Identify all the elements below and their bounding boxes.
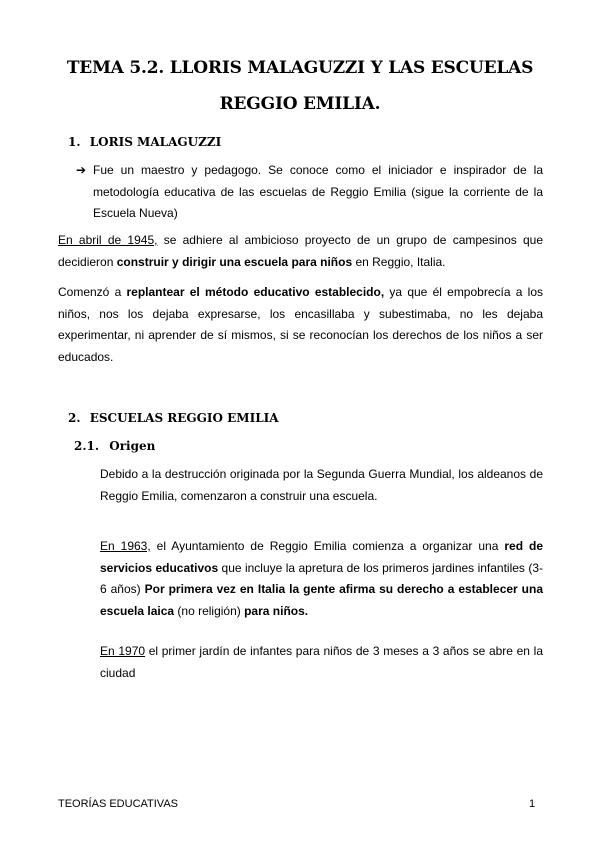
section-2-heading	[68, 411, 279, 425]
text-span: Comenzó a	[58, 285, 127, 299]
footer-label: TEORÍAS EDUCATIVAS	[58, 798, 179, 810]
date-1963: En 1963,	[100, 539, 151, 553]
text-span: que incluye la apretura de los primeros jardines infantiles (3-6 años)	[100, 560, 544, 596]
section-1-title: LORIS MALAGUZZI	[89, 135, 222, 149]
page-number: 1	[529, 798, 536, 810]
bullet-paragraph: Fue un maestro y pedagogo. Se conoce como el iniciador e inspirador de la metodología educativa de las escuelas de Reggio Emilia (sigue la corriente de la Escuela Nueva)	[93, 163, 543, 220]
subsection-2-1-heading	[74, 439, 155, 453]
paragraph-1945	[58, 230, 543, 273]
bold-span: para niños.	[244, 603, 309, 618]
text-span: (no religión)	[174, 603, 245, 618]
paragraph-1970	[100, 641, 543, 684]
section-2-number: 2.	[68, 411, 81, 425]
bold-span: replantear el método educativo establecido,	[126, 285, 385, 299]
date-1945: En abril de 1945,	[58, 233, 158, 247]
paragraph-replantear	[58, 282, 543, 368]
section-1-number: 1.	[68, 135, 81, 149]
section-2-title: ESCUELAS REGGIO EMILIA	[89, 411, 279, 425]
page-title-line-1: TEMA 5.2. LLORIS MALAGUZZI Y LAS ESCUELAS	[66, 58, 534, 78]
bold-span: Por primera vez en Italia la gente afirma su derecho a establecer una escuela laica	[100, 582, 544, 618]
bold-span: red de servicios educativos	[100, 539, 544, 575]
subsection-2-1-number: 2.1.	[74, 439, 100, 453]
text-span: el primer jardín de infantes para niños de 3 meses a 3 años se abre en la ciudad	[100, 644, 543, 680]
arrow-bullet-icon: ➔	[76, 163, 87, 177]
bold-span: construir y dirigir una escuela para niños	[116, 254, 353, 269]
subsection-2-1-title: Origen	[109, 439, 156, 453]
date-1970: En 1970	[100, 644, 146, 658]
paragraph-guerra: Debido a la destrucción originada por la Segunda Guerra Mundial, los aldeanos de Reggio Emilia, comenzaron a construir una escuela.	[100, 467, 543, 503]
page-title-line-2: REGGIO EMILIA.	[219, 94, 381, 114]
paragraph-1963	[100, 536, 543, 622]
section-1-heading	[68, 135, 221, 149]
text-span: ya que él empobrecía a los niños, nos los dejaba expresarse, los encasillaba y subestimaba, no les dejaba experimentar, ni aprender de sí mismos, si se reconocían los derechos de los niños a ser educados.	[58, 285, 543, 364]
text-span: se adhiere al ambicioso proyecto de un grupo de campesinos que decidieron	[58, 233, 544, 269]
text-span: en Reggio, Italia.	[352, 254, 446, 269]
text-span: el Ayuntamiento de Reggio Emilia comienza a organizar una	[150, 539, 505, 553]
